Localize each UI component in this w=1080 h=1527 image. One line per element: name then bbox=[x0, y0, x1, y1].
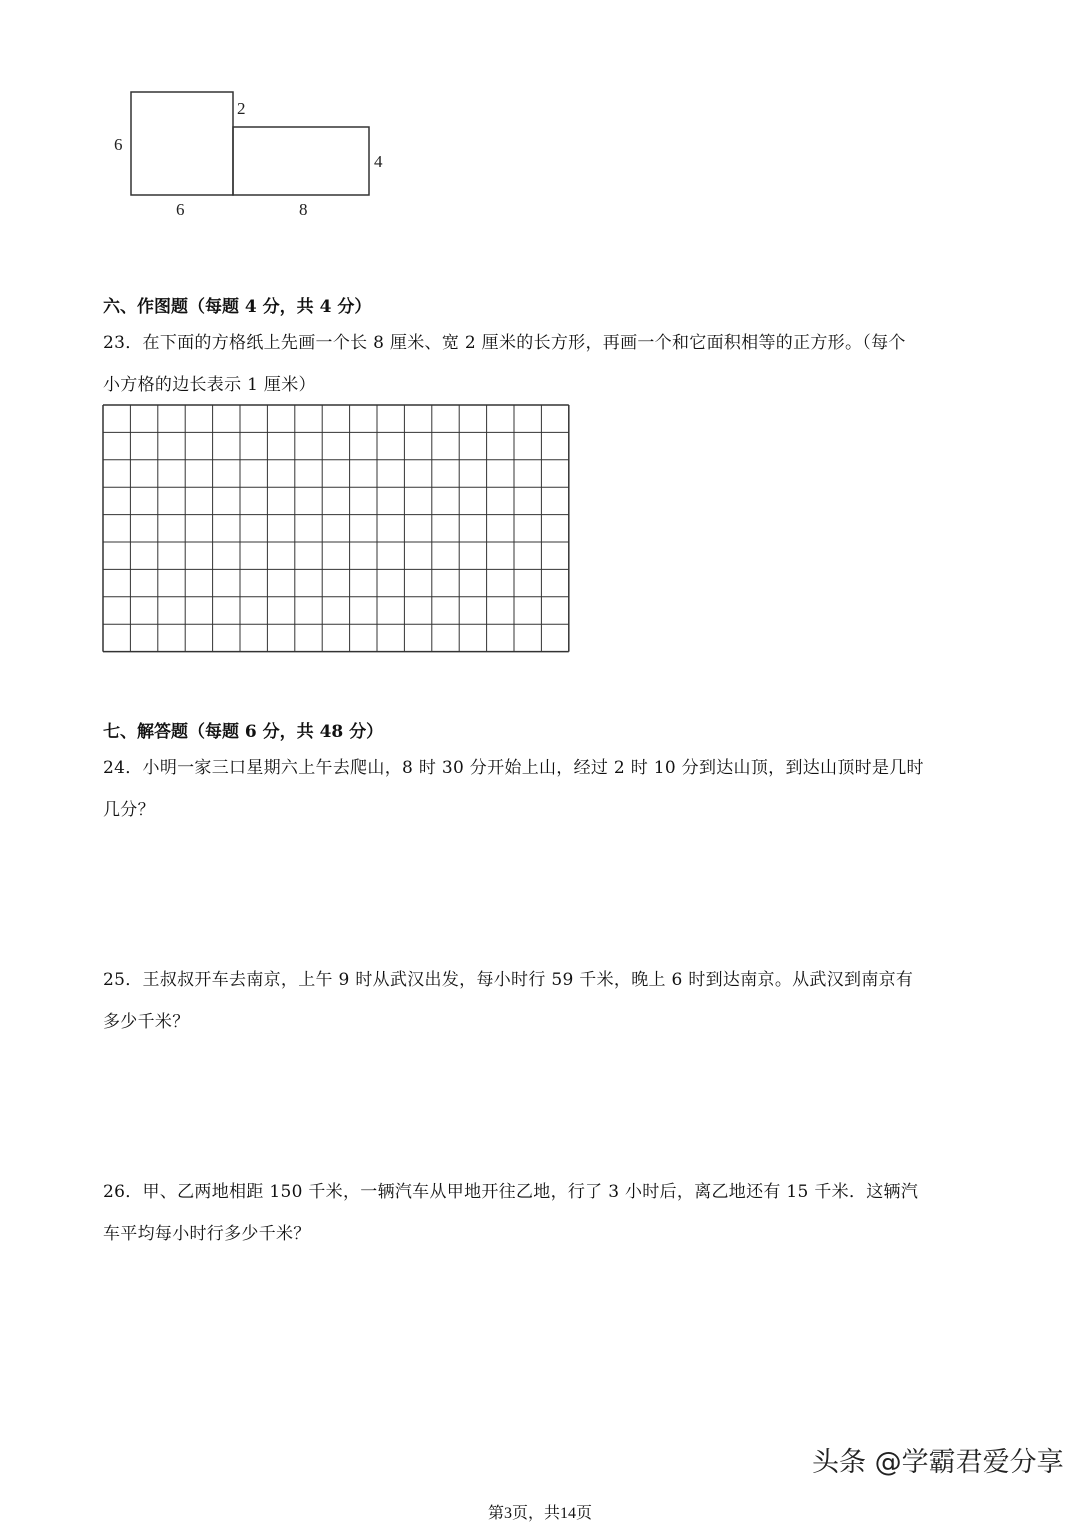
figure-label-bottom-left: 6 bbox=[176, 200, 185, 219]
page-footer: 第3页，共14页 bbox=[487, 1505, 592, 1522]
question-24-line-1: 24．小明一家三口星期六上午去爬山，8 时 30 分开始上山，经过 2 时 10 分到达山顶，到达山顶时是几时 bbox=[103, 758, 924, 778]
question-25-line-1: 25．王叔叔开车去南京，上午 9 时从武汉出发，每小时行 59 千米，晚上 6 时到达南京。从武汉到南京有 bbox=[103, 970, 914, 990]
figure-label-left-side: 6 bbox=[114, 135, 123, 154]
question-26-line-1: 26．甲、乙两地相距 150 千米，一辆汽车从甲地开往乙地，行了 3 小时后，离乙地还有 15 千米．这辆汽 bbox=[103, 1182, 919, 1202]
question-23-line-1: 23．在下面的方格纸上先画一个长 8 厘米、宽 2 厘米的长方形，再画一个和它面积相等的正方形。（每个 bbox=[103, 333, 906, 353]
section-title-solutions: 七、解答题（每题 6 分，共 48 分） bbox=[103, 722, 384, 742]
composite-shape-figure bbox=[0, 0, 420, 230]
question-23-line-2: 小方格的边长表示 1 厘米） bbox=[103, 375, 316, 395]
figure-label-bottom-right: 8 bbox=[299, 200, 308, 219]
question-26-line-2: 车平均每小时行多少千米？ bbox=[103, 1224, 311, 1244]
question-25-line-2: 多少千米？ bbox=[103, 1012, 190, 1032]
figure-label-right-side: 4 bbox=[374, 152, 383, 171]
watermark-text: 头条 @学霸君爱分享 bbox=[812, 1447, 1064, 1478]
figure-label-step-height: 2 bbox=[237, 99, 246, 118]
section-title-drawing: 六、作图题（每题 4 分，共 4 分） bbox=[103, 297, 372, 317]
square-grid-paper[interactable] bbox=[102, 404, 573, 654]
question-24-line-2: 几分？ bbox=[103, 800, 155, 820]
